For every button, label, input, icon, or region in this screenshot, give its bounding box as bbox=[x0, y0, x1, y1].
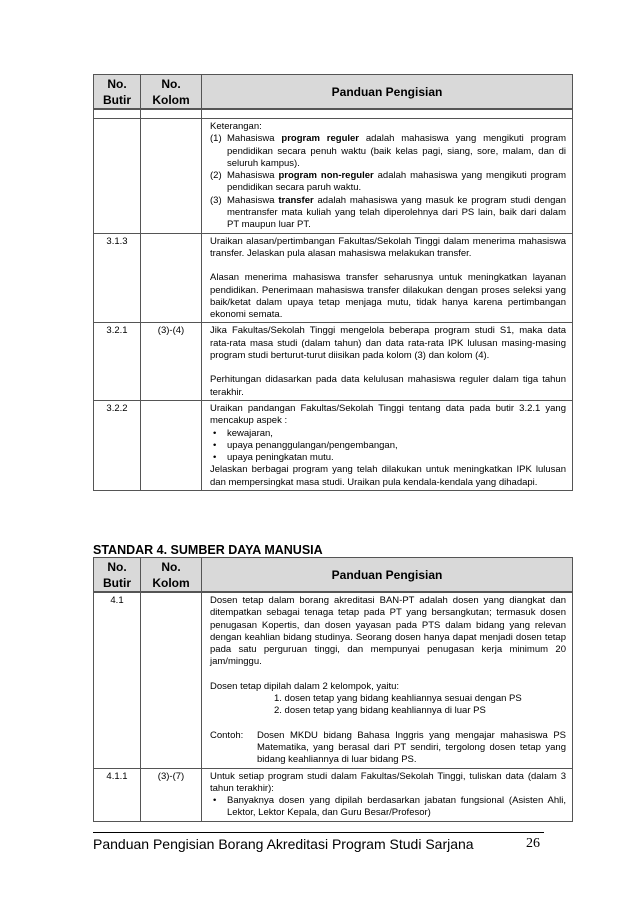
page-number: 26 bbox=[526, 836, 540, 851]
table-row bbox=[94, 592, 573, 768]
guide-text: Uraikan alasan/pertimbangan Fakultas/Sekolah Tinggi dalam menerima mahasiswa transfer. Jelaskan pula alasan mahasiswa melakukan transfer. Alasan menerima mahasiswa transfer seharusnya untuk meningkatkan layanan pendidikan. Penerimaan mahasiswa transfer dilakukan dengan proses seleksi yang baik/ketat dalam upaya tetap menjaga mutu, tidak hanya karena pertimbangan ekonomi semata. bbox=[202, 233, 573, 323]
butir-number: 4.1 bbox=[94, 592, 141, 768]
list-item: • upaya penanggulangan/pengembangan, bbox=[210, 440, 566, 452]
table-row bbox=[94, 119, 573, 234]
table-row bbox=[94, 768, 573, 821]
header-no-kolom: No. Kolom bbox=[141, 558, 202, 593]
list-item: (3) Mahasiswa transfer adalah mahasiswa yang masuk ke program studi dengan mentransfer mata kuliah yang telah diperolehnya dari PS lain, baik dari dalam PT maupun luar PT. bbox=[210, 194, 566, 231]
header-no-butir: No. Butir bbox=[94, 75, 141, 110]
table-row bbox=[94, 323, 573, 400]
list-item: • upaya peningkatan mutu. bbox=[210, 452, 566, 464]
example-block: Contoh: Dosen MKDU bidang Bahasa Inggris yang mengajar mahasiswa PS Matematika, yang berasal dari PT sendiri, tergolong dosen tetap yang bidang keahliannya di luar bidang PS. bbox=[210, 729, 566, 766]
list-item: (2) Mahasiswa program non-reguler adalah mahasiswa yang mengikuti program pendidikan secara paruh waktu. bbox=[210, 170, 566, 194]
kolom-number: (3)-(7) bbox=[141, 768, 202, 821]
data-list bbox=[210, 795, 566, 820]
table-row bbox=[94, 233, 573, 323]
spacer-row bbox=[94, 109, 573, 119]
guide-text: Untuk setiap program studi dalam Fakultas/Sekolah Tinggi, tuliskan data (dalam 3 tahun terakhir): • Banyaknya dosen yang dipilah berdasarkan jabatan fungsional (Asisten Ahli, Lektor, Lektor Kepala, dan Guru Besar/Profesor) bbox=[202, 768, 573, 821]
kolom-number: (3)-(4) bbox=[141, 323, 202, 400]
footer-title: Panduan Pengisian Borang Akreditasi Program Studi Sarjana bbox=[93, 836, 474, 852]
keterangan-cell: Keterangan: (1) Mahasiswa program reguler adalah mahasiswa yang mengikuti program pendidikan secara penuh waktu (baik kelas pagi, siang, sore, malam, dan di seluruh kampus). (2) Mahasiswa program non-reguler adalah mahasiswa yang mengikuti program pendidikan secara paruh waktu. (3) Mahasiswa transfer adalah mahasiswa yang masuk ke program studi dengan mentransfer mata kuliah yang telah diperolehnya dari PS lain, baik dari dalam PT maupun luar PT. bbox=[202, 119, 573, 234]
butir-number: 4.1.1 bbox=[94, 768, 141, 821]
list-item: • kewajaran, bbox=[210, 428, 566, 440]
guide-text: Dosen tetap dalam borang akreditasi BAN-PT adalah dosen yang diangkat dan ditempatkan sebagai tenaga tetap pada PT yang bersangkutan; termasuk dosen penugasan Kopertis, dan dosen yayasan pada PTS dalam bidang yang relevan dengan keahlian bidang studinya. Seorang dosen hanya dapat menjadi dosen tetap pada satu perguruan tinggi, dan mempunyai penugasan kerja minimum 20 jam/minggu. Dosen tetap dipilah dalam 2 kelompok, yaitu: 1. dosen tetap yang bidang keahliannya sesuai dengan PS 2. dosen tetap yang bidang keahliannya di luar PS Contoh: Dosen MKDU bidang Bahasa Inggris yang mengajar mahasiswa PS Matematika, yang berasal dari PT sendiri, tergolong dosen tetap yang bidang keahliannya di luar bidang PS. bbox=[202, 592, 573, 768]
butir-number: 3.2.2 bbox=[94, 400, 141, 490]
header-no-butir: No. Butir bbox=[94, 558, 141, 593]
header-panduan: Panduan Pengisian bbox=[202, 75, 573, 110]
kolom-number bbox=[141, 592, 202, 768]
butir-number: 3.1.3 bbox=[94, 233, 141, 323]
kolom-number bbox=[141, 400, 202, 490]
table-header-row bbox=[94, 75, 573, 110]
list-item: • Banyaknya dosen yang dipilah berdasarkan jabatan fungsional (Asisten Ahli, Lektor, Lektor Kepala, dan Guru Besar/Profesor) bbox=[210, 795, 566, 820]
list-item: (1) Mahasiswa program reguler adalah mahasiswa yang mengikuti program pendidikan secara penuh waktu (baik kelas pagi, siang, sore, malam, dan di seluruh kampus). bbox=[210, 133, 566, 169]
footer-divider bbox=[93, 832, 544, 833]
aspect-list bbox=[210, 428, 566, 465]
guide-text: Uraikan pandangan Fakultas/Sekolah Tinggi tentang data pada butir 3.2.1 yang mencakup aspek : • kewajaran, • upaya penanggulangan/pengembangan, • upaya peningkatan mutu. Jelaskan berbagai program yang telah dilakukan untuk meningkatkan IPK lulusan dan mempersingkat masa studi. Uraikan pula kendala-kendala yang dihadapi. bbox=[202, 400, 573, 490]
guide-table-standard-3 bbox=[93, 74, 573, 491]
header-panduan: Panduan Pengisian bbox=[202, 558, 573, 593]
keterangan-list bbox=[210, 133, 566, 231]
table-row bbox=[94, 400, 573, 490]
header-no-kolom: No. Kolom bbox=[141, 75, 202, 110]
section-title: STANDAR 4. SUMBER DAYA MANUSIA bbox=[93, 543, 323, 557]
kolom-number bbox=[141, 233, 202, 323]
butir-number: 3.2.1 bbox=[94, 323, 141, 400]
guide-text: Jika Fakultas/Sekolah Tinggi mengelola beberapa program studi S1, maka data rata-rata masa studi (dalam tahun) dan data rata-rata IPK lulusan masing-masing program studi berturut-turut diisikan pada kolom (3) dan kolom (4). Perhitungan didasarkan pada data kelulusan mahasiswa reguler dalam tiga tahun terakhir. bbox=[202, 323, 573, 400]
guide-table-standard-4 bbox=[93, 557, 573, 822]
table-header-row bbox=[94, 558, 573, 593]
